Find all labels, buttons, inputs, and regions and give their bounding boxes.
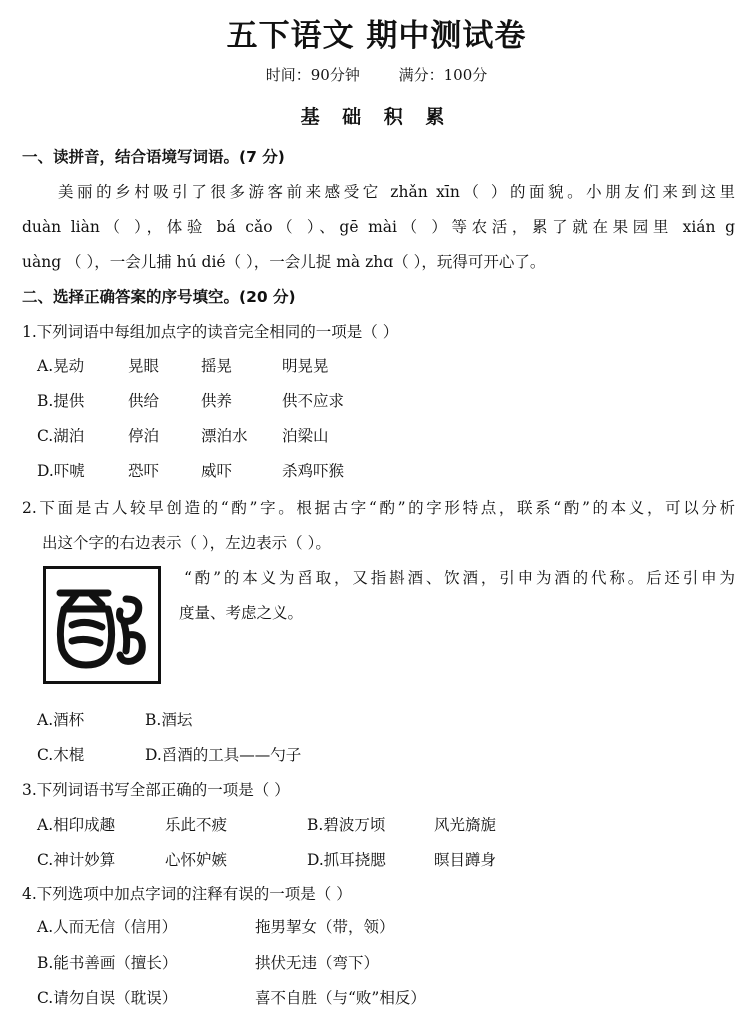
score-label: 满分：100分 [398, 66, 488, 84]
q1-heading: 一、读拼音，结合语境写词语。(7 分) [22, 148, 285, 166]
s3-c-2: 心怀妒嫉 [165, 851, 228, 869]
s4-b-2: 拱伏无违（弯下） [255, 954, 380, 972]
s1-b-2: 供给 [128, 392, 160, 410]
s3-a-1: A.相印成趣 [37, 816, 116, 834]
q1-text-line-3: uàng （ ），一会儿捕 hú dié（ ），一会儿捉 mà zhɑ（ ），玩得可开心了。 [22, 253, 546, 271]
s1-b-4: 供不应求 [282, 392, 345, 410]
s1-b-1: B.提供 [37, 392, 85, 410]
s4-b-1: B.能书善画（擅长） [37, 954, 178, 972]
s2-opt-b: B.酒坛 [145, 711, 193, 729]
s2-description-line-1: “酌”的本义为舀取，又指斟酒、饮酒，引申为酒的代称。后还引申为 [184, 569, 735, 587]
exam-info [0, 64, 753, 85]
s4-option-row-c [37, 988, 735, 1008]
s4-c-2: 喜不自胜（与“败”相反） [255, 989, 426, 1007]
q2-heading: 二、选择正确答案的序号填空。(20 分) [22, 288, 296, 306]
s4-option-row-b [37, 953, 735, 973]
s1-c-4: 泊梁山 [282, 427, 329, 445]
section-title: 基 础 积 累 [300, 106, 453, 128]
s1-a-4: 明晃晃 [282, 357, 329, 375]
s1-b-3: 供养 [201, 392, 233, 410]
s2-opt-a: A.酒杯 [37, 711, 85, 729]
s4-stem: 4.下列选项中加点字词的注释有误的一项是（ ） [22, 885, 352, 903]
ancient-character-image [43, 566, 161, 684]
s3-b-2: 风光旖旎 [434, 816, 497, 834]
s1-c-1: C.湖泊 [37, 427, 85, 445]
s2-opt-d: D.舀酒的工具——勺子 [145, 746, 302, 764]
time-label: 时间：90分钟 [265, 66, 360, 84]
s1-stem: 1.下列词语中每组加点字的读音完全相同的一项是（ ） [22, 323, 399, 341]
s3-option-row-1 [37, 815, 735, 835]
s2-description-line-2: 度量、考虑之义。 [179, 604, 304, 622]
s3-stem: 3.下列词语书写全部正确的一项是（ ） [22, 781, 290, 799]
s1-a-3: 摇晃 [201, 357, 233, 375]
exam-title: 五下语文 期中测试卷 [226, 18, 527, 54]
s2-stem-line-2: 出这个字的右边表示（ ），左边表示（ ）。 [42, 534, 331, 552]
q1-text-line-2: duàn liàn（ ），体验 bá cǎo（ ）、gē mài（ ）等农活，累了就在果园里 xián g [22, 218, 735, 236]
s1-option-row-a [37, 356, 735, 376]
s3-a-2: 乐此不疲 [165, 816, 228, 834]
s4-option-row-a [37, 917, 735, 937]
s2-opt-c: C.木棍 [37, 746, 85, 764]
s1-d-2: 恐吓 [128, 462, 160, 480]
s1-d-4: 杀鸡吓猴 [282, 462, 345, 480]
s3-option-row-2 [37, 850, 735, 870]
s1-d-3: 威吓 [201, 462, 233, 480]
s3-d-2: 暝目蹲身 [434, 851, 497, 869]
s1-option-row-d [37, 461, 735, 481]
s1-c-3: 漂泊水 [201, 427, 248, 445]
s1-c-2: 停泊 [128, 427, 160, 445]
s1-option-row-b [37, 391, 735, 411]
q1-text-line-1: 美丽的乡村吸引了很多游客前来感受它 zhǎn xīn（ ）的面貌。小朋友们来到这里 [58, 183, 735, 201]
s1-a-1: A.晃动 [37, 357, 85, 375]
s4-a-2: 拖男挈女（带，领） [255, 918, 395, 936]
s2-option-row-1 [37, 710, 735, 730]
s4-a-1: A.人而无信（信用） [37, 918, 178, 936]
s3-d-1: D.抓耳挠腮 [307, 851, 386, 869]
s2-option-row-2 [37, 745, 735, 765]
s4-c-1: C.请勿自误（耽误） [37, 989, 178, 1007]
s1-d-1: D.吓唬 [37, 462, 85, 480]
ancient-zhuo-glyph [46, 569, 158, 681]
s1-option-row-c [37, 426, 735, 446]
s1-a-2: 晃眼 [128, 357, 160, 375]
s3-b-1: B.碧波万顷 [307, 816, 386, 834]
s3-c-1: C.神计妙算 [37, 851, 116, 869]
s2-stem-line-1: 2.下面是古人较早创造的“酌”字。根据古字“酌”的字形特点，联系“酌”的本义，可以分析 [22, 499, 735, 517]
